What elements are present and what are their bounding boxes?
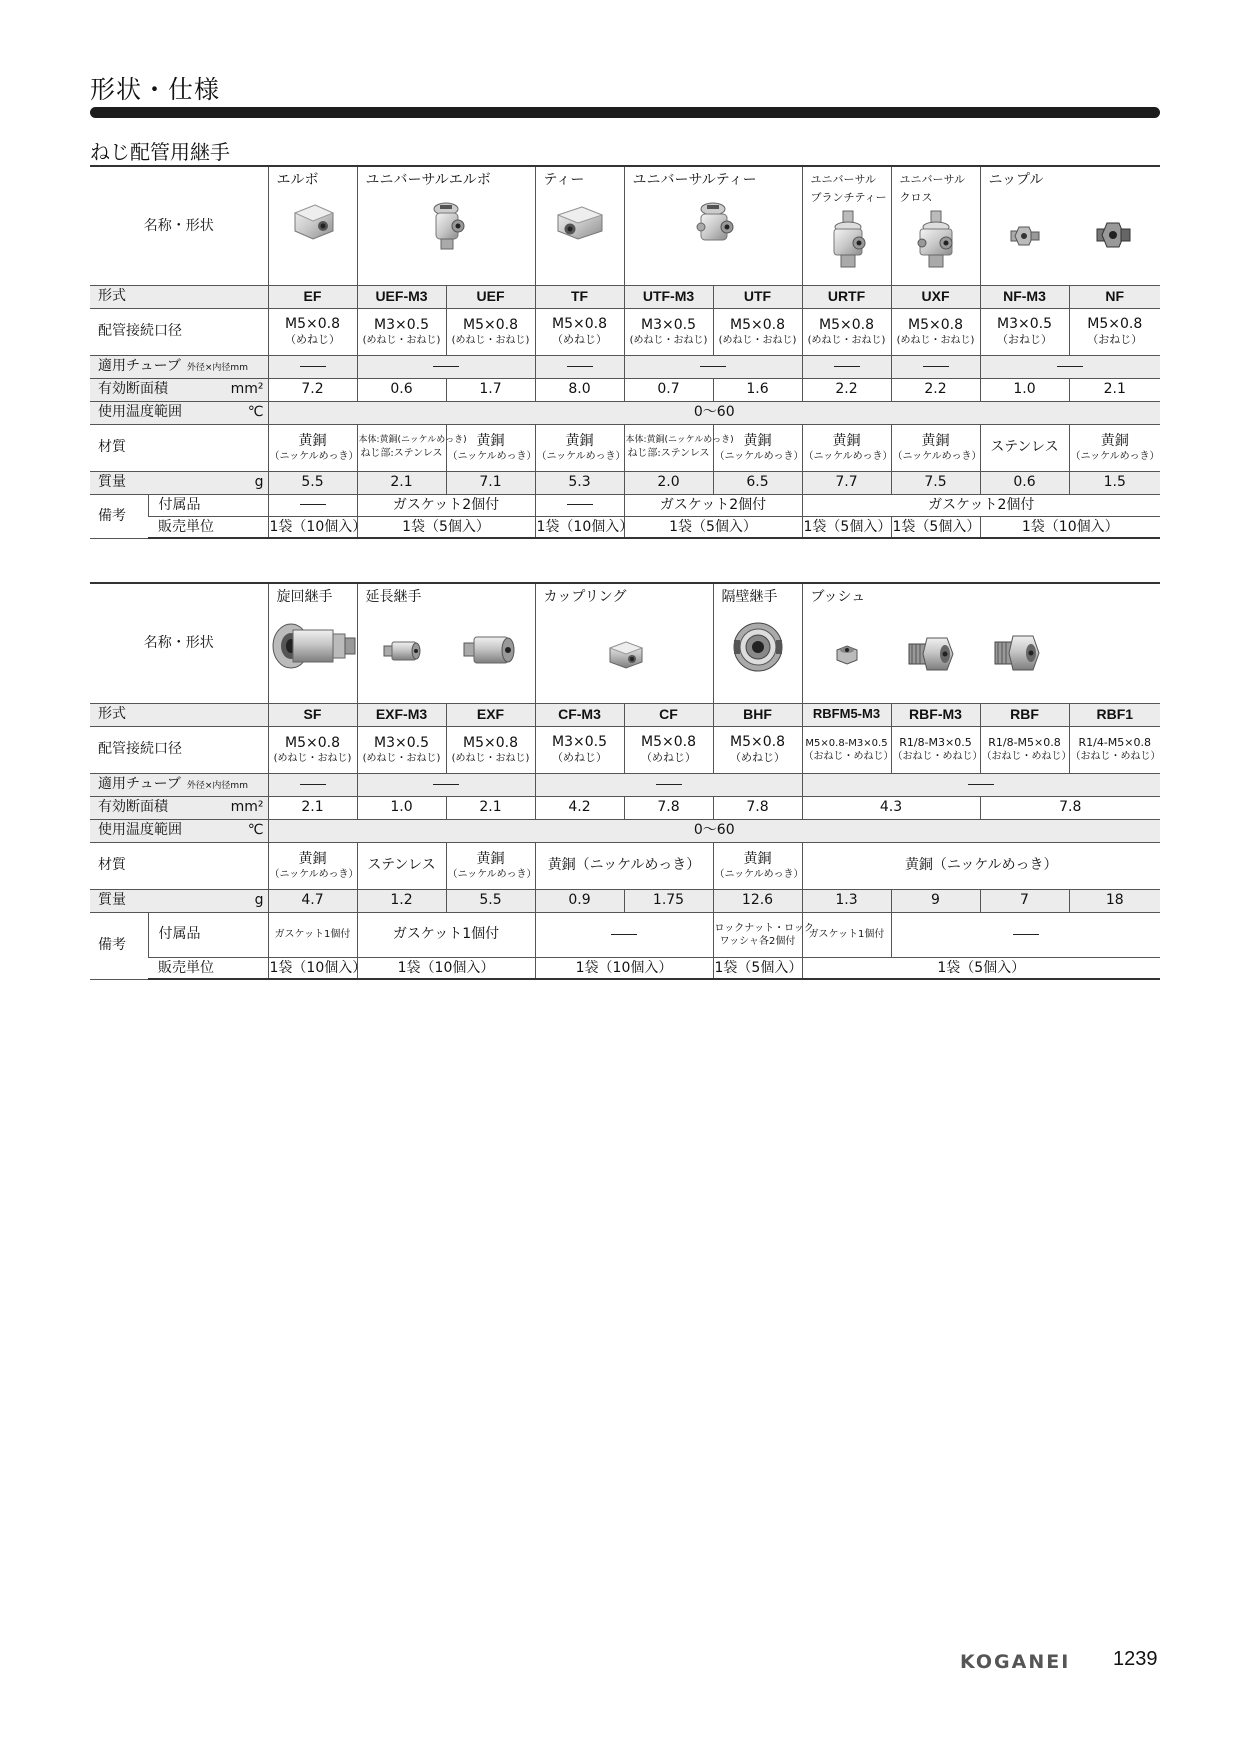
area-cell: 7.8 <box>980 796 1160 819</box>
universal-branch-tee-icon <box>825 209 873 273</box>
model-rbf: RBF <box>980 703 1069 726</box>
area-cell: 4.3 <box>802 796 980 819</box>
universal-cross-icon <box>912 209 962 273</box>
area-cell: 2.2 <box>802 378 891 401</box>
port-cell: M5×0.8 （めねじ） <box>713 726 802 773</box>
port-cell: R1/8-M5×0.8 （おねじ・めねじ） <box>980 726 1069 773</box>
model-bhf: BHF <box>713 703 802 726</box>
mass-cell: 5.3 <box>535 471 624 494</box>
accessory-cell: ガスケット2個付 <box>357 494 535 516</box>
sales-cell: 1袋（5個入） <box>891 516 980 538</box>
mass-cell: 1.3 <box>802 889 891 912</box>
material-cell: 黄銅 （ニッケルめっき） <box>713 424 802 471</box>
area-cell: 2.1 <box>1069 378 1160 401</box>
area-cell: 7.8 <box>624 796 713 819</box>
product-tee: ティー <box>535 166 624 285</box>
model-utf: UTF <box>713 285 802 308</box>
area-cell: 1.0 <box>357 796 446 819</box>
extension-icon <box>462 632 518 668</box>
swivel-icon <box>271 620 357 672</box>
remarks-label: 備考 <box>90 494 148 538</box>
coupling-icon <box>606 638 646 672</box>
model-nf-m3: NF-M3 <box>980 285 1069 308</box>
model-nf: NF <box>1069 285 1160 308</box>
sales-cell: 1袋（5個入） <box>357 516 535 538</box>
port-cell: R1/8-M3×0.5 （おねじ・めねじ） <box>891 726 980 773</box>
temp-cell: 0～60 <box>268 401 1160 424</box>
port-cell: M3×0.5 (めねじ・おねじ) <box>624 308 713 355</box>
accessory-cell <box>535 912 713 957</box>
product-bulkhead: 隔壁継手 <box>713 583 802 703</box>
mass-cell: 2.0 <box>624 471 713 494</box>
mass-cell: 0.6 <box>980 471 1069 494</box>
model-label: 形式 <box>90 703 268 726</box>
product-elbow: エルボ <box>268 166 357 285</box>
sales-cell: 1袋（10個入） <box>980 516 1160 538</box>
tube-cell <box>535 773 802 796</box>
port-label: 配管接続口径 <box>90 308 268 355</box>
accessory-label: 付属品 <box>148 494 268 516</box>
sales-cell: 1袋（5個入） <box>624 516 802 538</box>
accessory-cell <box>268 494 357 516</box>
port-cell: R1/4-M5×0.8 （おねじ・めねじ） <box>1069 726 1160 773</box>
material-cell: 黄銅 （ニッケルめっき） <box>1069 424 1160 471</box>
tube-cell <box>802 773 1160 796</box>
mass-cell: 1.75 <box>624 889 713 912</box>
tube-cell <box>535 355 624 378</box>
model-rbfm5-m3: RBFM5-M3 <box>802 703 891 726</box>
sales-cell: 1袋（10個入） <box>357 957 535 979</box>
product-swivel: 旋回継手 <box>268 583 357 703</box>
tube-cell <box>891 355 980 378</box>
mass-cell: 7 <box>980 889 1069 912</box>
model-rbf-m3: RBF-M3 <box>891 703 980 726</box>
area-cell: 4.2 <box>535 796 624 819</box>
tube-cell <box>357 355 535 378</box>
name-shape-label: 名称・形状 <box>90 583 268 703</box>
area-cell: 2.1 <box>446 796 535 819</box>
area-cell: 1.0 <box>980 378 1069 401</box>
model-ef: EF <box>268 285 357 308</box>
material-cell: 本体:黄銅(ニッケルめっき) ねじ部:ステンレス <box>357 424 446 471</box>
material-cell: 黄銅 （ニッケルめっき） <box>446 424 535 471</box>
product-nipple: ニップル <box>980 166 1160 285</box>
bushing-rbf-icon <box>993 632 1043 674</box>
mass-cell: 1.2 <box>357 889 446 912</box>
brand-logo: KOGANEI <box>960 1651 1071 1673</box>
material-cell: ステンレス <box>357 842 446 889</box>
port-cell: M5×0.8 (めねじ・おねじ) <box>268 726 357 773</box>
mass-label: 質量 g <box>90 889 268 912</box>
mass-cell: 7.1 <box>446 471 535 494</box>
tube-label: 適用チューブ 外径×内径mm <box>90 773 268 796</box>
model-sf: SF <box>268 703 357 726</box>
area-cell: 1.7 <box>446 378 535 401</box>
area-cell: 2.2 <box>891 378 980 401</box>
material-cell: 黄銅（ニッケルめっき） <box>535 842 713 889</box>
section-title: ねじ配管用継手 <box>90 140 230 164</box>
mass-cell: 9 <box>891 889 980 912</box>
tube-cell <box>624 355 802 378</box>
universal-elbow-icon <box>422 199 472 253</box>
material-cell: 黄銅 （ニッケルめっき） <box>446 842 535 889</box>
port-cell: M5×0.8 (めねじ・おねじ) <box>713 308 802 355</box>
area-cell: 0.6 <box>357 378 446 401</box>
mass-cell: 4.7 <box>268 889 357 912</box>
accessory-label: 付属品 <box>148 912 268 957</box>
port-cell: M5×0.8 （めねじ） <box>535 308 624 355</box>
mass-cell: 5.5 <box>268 471 357 494</box>
mass-cell: 12.6 <box>713 889 802 912</box>
area-cell: 2.1 <box>268 796 357 819</box>
port-cell: M5×0.8 (めねじ・おねじ) <box>802 308 891 355</box>
sales-cell: 1袋（10個入） <box>535 516 624 538</box>
model-label: 形式 <box>90 285 268 308</box>
product-universal-cross: ユニバーサル クロス <box>891 166 980 285</box>
area-label: 有効断面積 mm² <box>90 378 268 401</box>
material-cell: 黄銅 （ニッケルめっき） <box>268 842 357 889</box>
material-cell: 黄銅 （ニッケルめっき） <box>802 424 891 471</box>
model-rbf1: RBF1 <box>1069 703 1160 726</box>
area-cell: 7.8 <box>713 796 802 819</box>
material-cell: 黄銅 （ニッケルめっき） <box>891 424 980 471</box>
page-title: 形状・仕様 <box>90 75 221 104</box>
sales-cell: 1袋（10個入） <box>535 957 713 979</box>
tube-cell <box>802 355 891 378</box>
sales-cell: 1袋（5個入） <box>802 516 891 538</box>
name-shape-label: 名称・形状 <box>90 166 268 285</box>
model-urtf: URTF <box>802 285 891 308</box>
accessory-cell: ガスケット2個付 <box>802 494 1160 516</box>
model-cf-m3: CF-M3 <box>535 703 624 726</box>
area-cell: 0.7 <box>624 378 713 401</box>
product-universal-tee: ユニバーサルティー <box>624 166 802 285</box>
model-uef-m3: UEF-M3 <box>357 285 446 308</box>
model-exf-m3: EXF-M3 <box>357 703 446 726</box>
nipple-icon <box>1093 217 1133 253</box>
sales-cell: 1袋（5個入） <box>802 957 1160 979</box>
mass-cell: 0.9 <box>535 889 624 912</box>
model-tf: TF <box>535 285 624 308</box>
tube-cell <box>268 355 357 378</box>
remarks-label: 備考 <box>90 912 148 979</box>
accessory-cell: ガスケット1個付 <box>802 912 891 957</box>
area-cell: 7.2 <box>268 378 357 401</box>
port-cell: M5×0.8-M3×0.5 （おねじ・めねじ） <box>802 726 891 773</box>
accessory-cell: ガスケット2個付 <box>624 494 802 516</box>
temp-label: 使用温度範囲 ℃ <box>90 819 268 842</box>
port-cell: M3×0.5 (めねじ・おねじ) <box>357 726 446 773</box>
port-cell: M5×0.8 （めねじ） <box>268 308 357 355</box>
product-universal-branch-tee: ユニバーサル ブランチティー <box>802 166 891 285</box>
sales-cell: 1袋（5個入） <box>713 957 802 979</box>
product-coupling: カップリング <box>535 583 713 703</box>
accessory-cell: ガスケット1個付 <box>357 912 535 957</box>
sales-cell: 1袋（10個入） <box>268 957 357 979</box>
page-number: 1239 <box>1113 1648 1158 1670</box>
product-universal-elbow: ユニバーサルエルボ <box>357 166 535 285</box>
mass-label: 質量 g <box>90 471 268 494</box>
port-cell: M5×0.8 (めねじ・おねじ) <box>891 308 980 355</box>
port-cell: M5×0.8 (めねじ・おねじ) <box>446 726 535 773</box>
port-cell: M5×0.8 （おねじ） <box>1069 308 1160 355</box>
model-cf: CF <box>624 703 713 726</box>
area-label: 有効断面積 mm² <box>90 796 268 819</box>
port-cell: M3×0.5 (めねじ・おねじ) <box>357 308 446 355</box>
model-exf: EXF <box>446 703 535 726</box>
area-cell: 1.6 <box>713 378 802 401</box>
port-cell: M5×0.8 （めねじ） <box>624 726 713 773</box>
material-cell: 本体:黄銅(ニッケルめっき) ねじ部:ステンレス <box>624 424 713 471</box>
spec-table-1 <box>90 165 1160 539</box>
temp-cell: 0～60 <box>268 819 1160 842</box>
product-extension: 延長継手 <box>357 583 535 703</box>
temp-label: 使用温度範囲 ℃ <box>90 401 268 424</box>
mass-cell: 2.1 <box>357 471 446 494</box>
material-cell: 黄銅 （ニッケルめっき） <box>268 424 357 471</box>
mass-cell: 6.5 <box>713 471 802 494</box>
model-utf-m3: UTF-M3 <box>624 285 713 308</box>
mass-cell: 7.5 <box>891 471 980 494</box>
material-cell: ステンレス <box>980 424 1069 471</box>
universal-tee-icon <box>689 199 739 251</box>
elbow-icon <box>291 201 337 243</box>
sales-cell: 1袋（10個入） <box>268 516 357 538</box>
port-cell: M5×0.8 (めねじ・おねじ) <box>446 308 535 355</box>
nipple-m3-icon <box>1007 221 1041 251</box>
bushing-rbf-m3-icon <box>907 634 957 674</box>
material-cell: 黄銅（ニッケルめっき） <box>802 842 1160 889</box>
title-bar <box>90 107 1160 118</box>
model-uxf: UXF <box>891 285 980 308</box>
accessory-cell: ガスケット1個付 <box>268 912 357 957</box>
material-label: 材質 <box>90 424 268 471</box>
area-cell: 8.0 <box>535 378 624 401</box>
extension-m3-icon <box>382 638 422 664</box>
mass-cell: 18 <box>1069 889 1160 912</box>
accessory-cell <box>891 912 1160 957</box>
mass-cell: 7.7 <box>802 471 891 494</box>
material-label: 材質 <box>90 842 268 889</box>
accessory-cell: ロックナット・ロック ワッシャ各2個付 <box>713 912 802 957</box>
model-uef: UEF <box>446 285 535 308</box>
sales-unit-label: 販売単位 <box>148 516 268 538</box>
port-cell: M3×0.5 （めねじ） <box>535 726 624 773</box>
accessory-cell <box>535 494 624 516</box>
tube-cell <box>357 773 535 796</box>
tee-icon <box>554 203 606 245</box>
mass-cell: 1.5 <box>1069 471 1160 494</box>
mass-cell: 5.5 <box>446 889 535 912</box>
material-cell: 黄銅 （ニッケルめっき） <box>535 424 624 471</box>
tube-cell <box>268 773 357 796</box>
port-cell: M3×0.5 （おねじ） <box>980 308 1069 355</box>
spec-table-2 <box>90 582 1160 980</box>
product-bushing: ブッシュ <box>802 583 1160 703</box>
bulkhead-icon <box>730 618 786 676</box>
bushing-m5-m3-icon <box>831 642 861 670</box>
tube-cell <box>980 355 1160 378</box>
port-label: 配管接続口径 <box>90 726 268 773</box>
sales-unit-label: 販売単位 <box>148 957 268 979</box>
tube-label: 適用チューブ 外径×内径mm <box>90 355 268 378</box>
material-cell: 黄銅 （ニッケルめっき） <box>713 842 802 889</box>
